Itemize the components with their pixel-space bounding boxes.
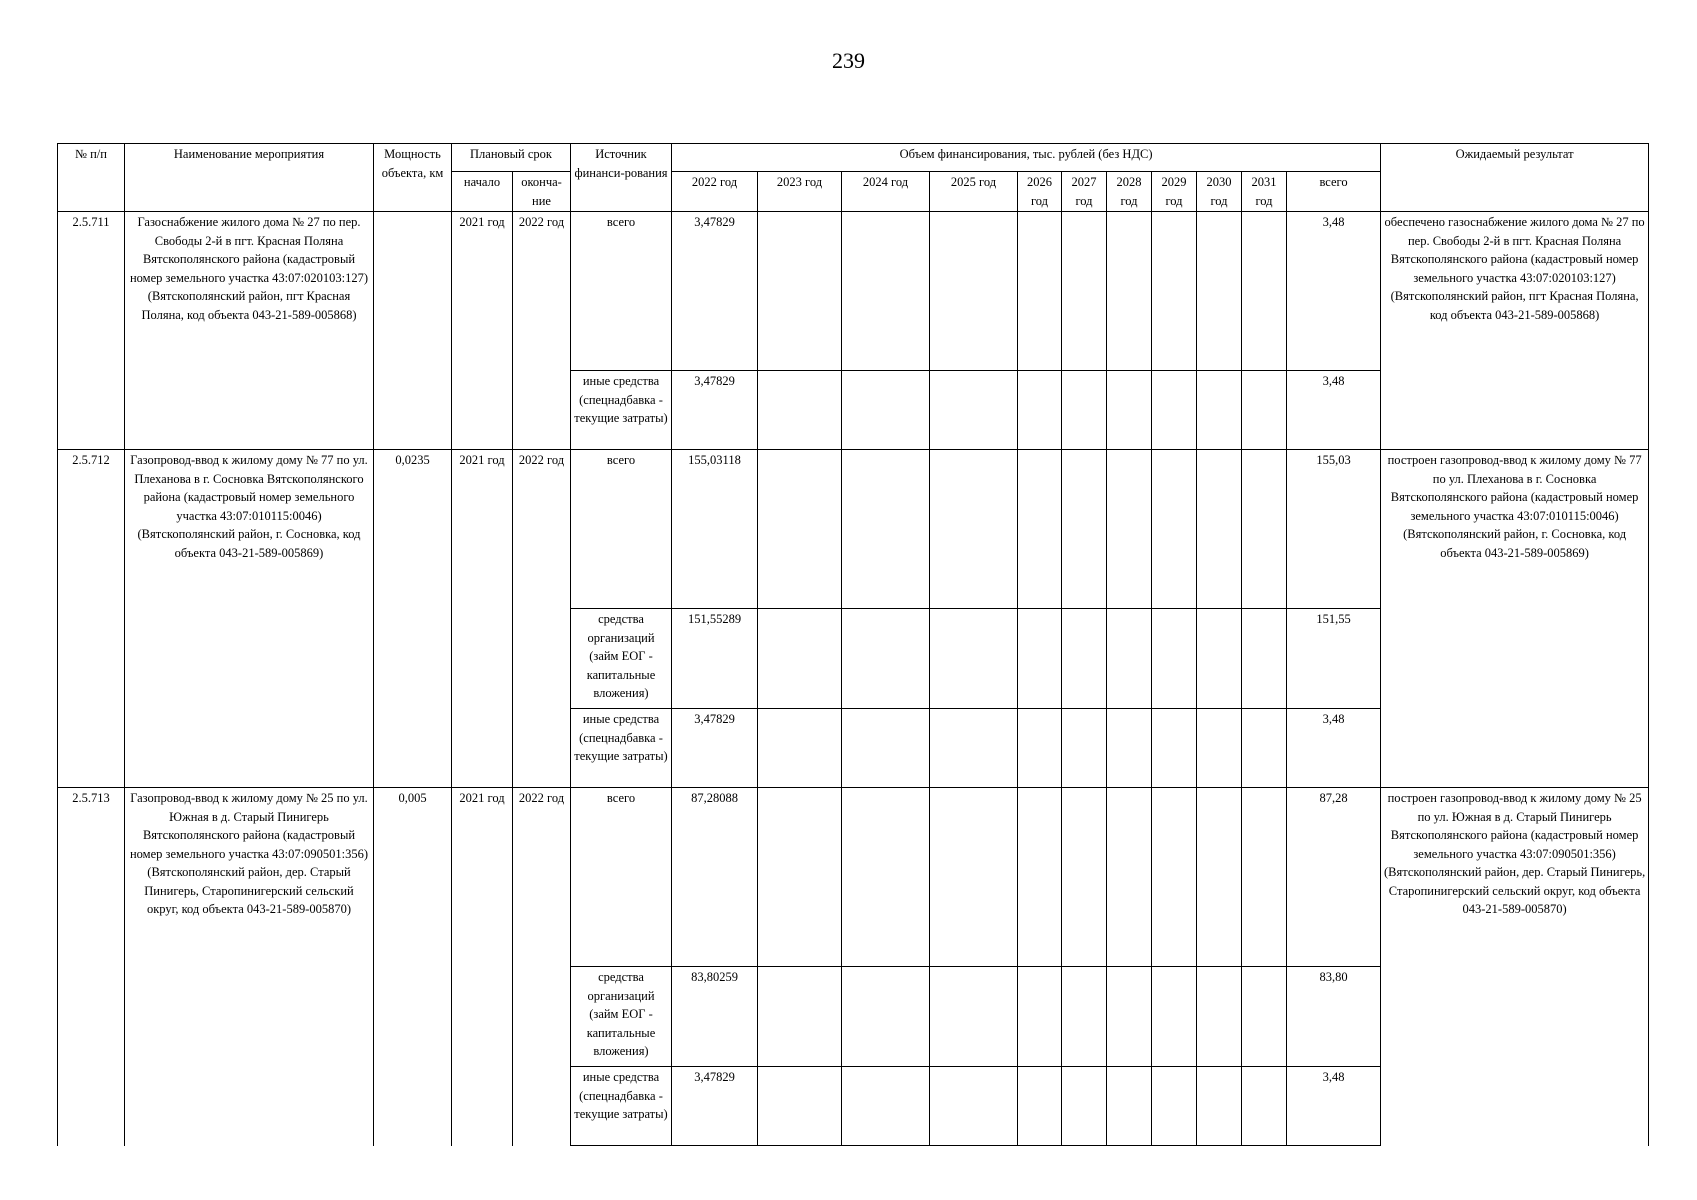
row-end: 2022 год [513, 788, 571, 1146]
row-value-2022: 3,47829 [672, 1067, 758, 1146]
row-start: 2021 год [452, 788, 513, 1146]
header-source: Источник финанси-рования [571, 144, 672, 212]
page-number: 239 [832, 48, 865, 73]
row-value-2022: 151,55289 [672, 609, 758, 709]
row-value-2022: 3,47829 [672, 709, 758, 788]
header-year: 2027 год [1062, 172, 1107, 212]
table-row [58, 788, 1649, 967]
header-year: 2022 год [672, 172, 758, 212]
header-name: Наименование мероприятия [125, 144, 374, 212]
row-total: 3,48 [1287, 371, 1381, 450]
header-year: 2028 год [1107, 172, 1152, 212]
row-value-2022: 3,47829 [672, 371, 758, 450]
row-capacity: 0,0235 [374, 450, 452, 788]
header-capacity: Мощность объекта, км [374, 144, 452, 212]
header-result: Ожидаемый результат [1381, 144, 1649, 212]
row-source: иные средства (спецнадбавка - текущие затраты) [571, 709, 672, 788]
header-financing: Объем финансирования, тыс. рублей (без НДС) [672, 144, 1381, 172]
row-source: средства организаций (займ ЕОГ - капитальные вложения) [571, 609, 672, 709]
row-source: средства организаций (займ ЕОГ - капитальные вложения) [571, 967, 672, 1067]
row-num: 2.5.711 [58, 212, 125, 450]
row-capacity: 0,005 [374, 788, 452, 1146]
row-capacity [374, 212, 452, 450]
row-total: 151,55 [1287, 609, 1381, 709]
header-year: 2025 год [930, 172, 1018, 212]
row-num: 2.5.712 [58, 450, 125, 788]
row-result: построен газопровод-ввод к жилому дому № 25 по ул. Южная в д. Старый Пинигерь Вятскополянского района (кадастровый номер земельного участка 43:07:090501:356) (Вятскополянский район, дер. Старый Пинигерь, Старопинигерский сельский округ, код объекта 043-21-589-005870) [1381, 788, 1649, 1146]
row-name: Газоснабжение жилого дома № 27 по пер. Свободы 2-й в пгт. Красная Поляна Вятскополянского района (кадастровый номер земельного участка 43:07:020103:127) (Вятскополянский район, пгт Красная Поляна, код объекта 043-21-589-005868) [125, 212, 374, 450]
row-result: обеспечено газоснабжение жилого дома № 27 по пер. Свободы 2-й в пгт. Красная Поляна Вятскополянского района (кадастровый номер земельного участка 43:07:020103:127) (Вятскополянский район, пгт Красная Поляна, код объекта 043-21-589-005868) [1381, 212, 1649, 450]
row-start: 2021 год [452, 212, 513, 450]
row-total: 3,48 [1287, 1067, 1381, 1146]
row-start: 2021 год [452, 450, 513, 788]
header-year: 2030 год [1197, 172, 1242, 212]
row-source: иные средства (спецнадбавка - текущие затраты) [571, 371, 672, 450]
header-num: № п/п [58, 144, 125, 212]
table-row [58, 450, 1649, 609]
row-source: всего [571, 212, 672, 371]
header-total: всего [1287, 172, 1381, 212]
row-end: 2022 год [513, 212, 571, 450]
row-value-2022: 3,47829 [672, 212, 758, 371]
row-value-2022: 83,80259 [672, 967, 758, 1067]
row-name: Газопровод-ввод к жилому дому № 77 по ул. Плеханова в г. Сосновка Вятскополянского района (кадастровый номер земельного участка 43:07:010115:0046) (Вятскополянский район, г. Сосновка, код объекта 043-21-589-005869) [125, 450, 374, 788]
row-total: 3,48 [1287, 709, 1381, 788]
row-source: всего [571, 788, 672, 967]
row-total: 155,03 [1287, 450, 1381, 609]
row-source: всего [571, 450, 672, 609]
row-end: 2022 год [513, 450, 571, 788]
row-value-2022: 155,03118 [672, 450, 758, 609]
row-total: 83,80 [1287, 967, 1381, 1067]
header-start: начало [452, 172, 513, 212]
header-year: 2026 год [1018, 172, 1062, 212]
header-year: 2029 год [1152, 172, 1197, 212]
row-total: 87,28 [1287, 788, 1381, 967]
row-num: 2.5.713 [58, 788, 125, 1146]
header-period: Плановый срок [452, 144, 571, 172]
row-value-2022: 87,28088 [672, 788, 758, 967]
row-total: 3,48 [1287, 212, 1381, 371]
header-year: 2031 год [1242, 172, 1287, 212]
financing-table [57, 143, 1649, 1146]
header-year: 2024 год [842, 172, 930, 212]
header-year: 2023 год [758, 172, 842, 212]
table-row [58, 212, 1649, 371]
row-result: построен газопровод-ввод к жилому дому № 77 по ул. Плеханова в г. Сосновка Вятскополянского района (кадастровый номер земельного участка 43:07:010115:0046) (Вятскополянский район, г. Сосновка, код объекта 043-21-589-005869) [1381, 450, 1649, 788]
row-name: Газопровод-ввод к жилому дому № 25 по ул. Южная в д. Старый Пинигерь Вятскополянского района (кадастровый номер земельного участка 43:07:090501:356) (Вятскополянский район, дер. Старый Пинигерь, Старопинигерский сельский округ, код объекта 043-21-589-005870) [125, 788, 374, 1146]
header-end: оконча-ние [513, 172, 571, 212]
row-source: иные средства (спецнадбавка - текущие затраты) [571, 1067, 672, 1146]
